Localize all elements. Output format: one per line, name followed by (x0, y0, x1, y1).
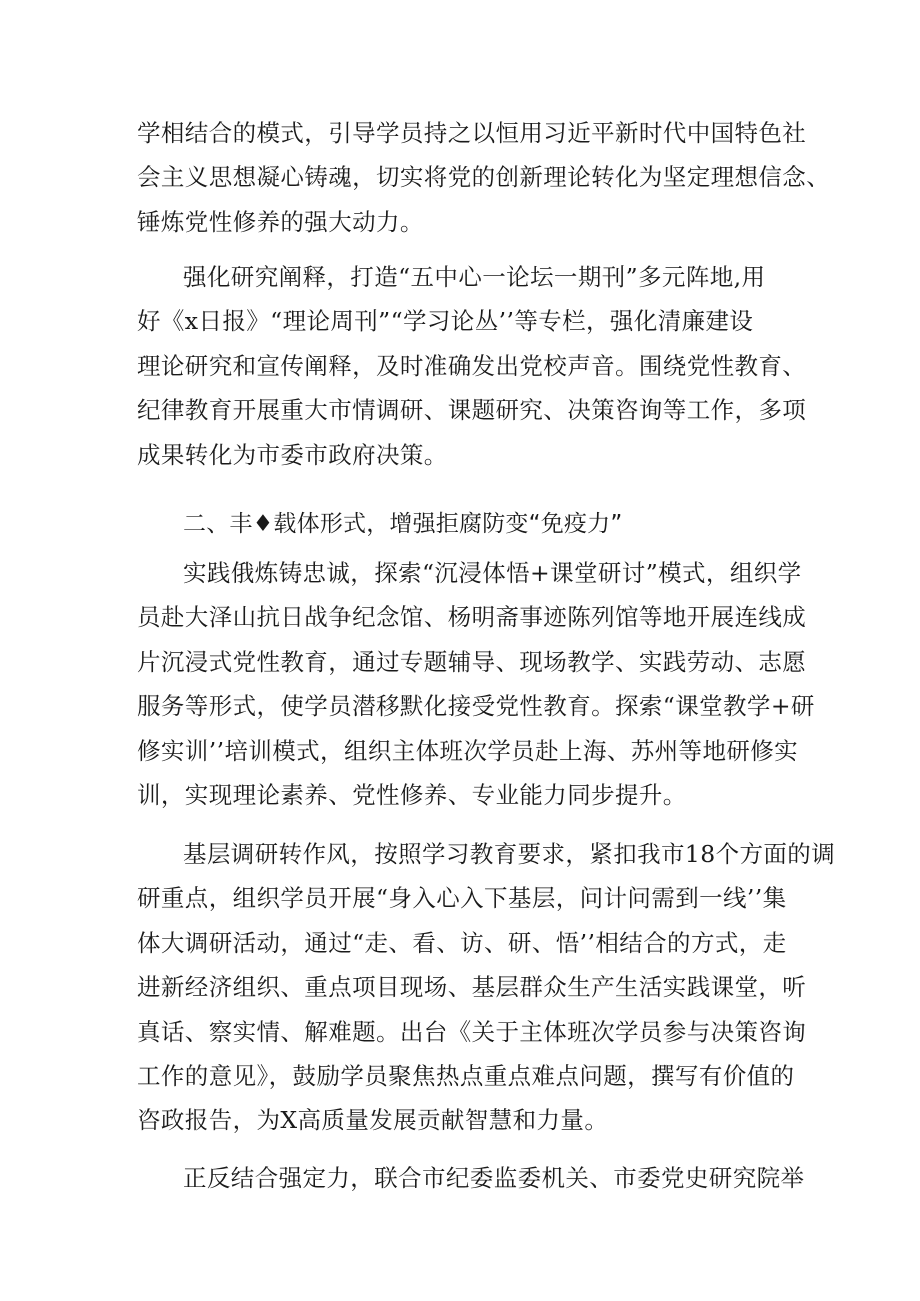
text-line: 正反结合强定力，联合市纪委监委机关、市委党史研究院举 (183, 1164, 805, 1192)
paragraph-1 (137, 111, 831, 244)
text-line: 学相结合的模式，引导学员持之以恒用习近平新时代中国特色社 (137, 119, 807, 147)
paragraph-5 (137, 1156, 805, 1200)
text-line: 会主义思想凝心铸魂，切实将党的创新理论转化为坚定理想信念、 (137, 163, 831, 192)
text-line: 员赴大泽山抗日战争纪念馆、杨明斋事迹陈列馆等地开展连线成 (137, 603, 807, 632)
text-line: 基层调研转作风，按照学习教育要求，紧扣我市18个方面的调 (183, 840, 836, 868)
paragraph-4 (137, 832, 836, 1143)
text-line: 好《x日报》“理论周刊”“学习论丛’’等专栏，强化清廉建设 (137, 307, 754, 336)
text-line: 片沉浸式党性教育，通过专题辅导、现场教学、实践劳动、志愿 (137, 647, 807, 676)
text-line: 咨政报告，为X高质量发展贡献智慧和力量。 (137, 1106, 609, 1135)
text-line: 强化研究阐释，打造“五中心一论坛一期刊”多元阵地,用 (183, 263, 766, 291)
text-line: 理论研究和宣传阐释，及时准确发出党校声音。围绕党性教育、 (137, 351, 807, 380)
text-line: 实践俄炼铸忠诚，探索“沉浸体悟+课堂研讨”模式，组织学 (183, 559, 802, 587)
text-line: 成果转化为市委市政府决策。 (137, 440, 448, 469)
paragraph-2 (137, 255, 807, 477)
text-line: 工作的意见》，鼓励学员聚焦热点重点难点问题，撰写有价值的 (137, 1062, 795, 1091)
text-line: 修实训’’培训模式，组织主体班次学员赴上海、苏州等地研修实 (137, 736, 799, 765)
text-line: 体大调研活动，通过“走、看、访、研、悟’’相结合的方式，走 (137, 928, 787, 957)
text-line: 训，实现理论素养、党性修养、专业能力同步提升。 (137, 781, 687, 810)
text-line: 锤炼党性修养的强大动力。 (137, 207, 424, 236)
text-line: 服务等形式，使学员潜移默化接受党性教育。探索“课堂教学+研 (137, 692, 815, 721)
text-line: 进新经济组织、重点项目现场、基层群众生产生活实践课堂，听 (137, 973, 807, 1002)
paragraph-3 (137, 551, 815, 817)
text-line: 纪律教育开展重大市情调研、课题研究、决策咨询等工作，多项 (137, 396, 807, 425)
text-line: 研重点，组织学员开展“身入心入下基层，问计问需到一线’’集 (137, 884, 787, 913)
section-heading: 二、丰♦载体形式，增强拒腐防变“免疫力” (183, 511, 623, 537)
text-line: 真话、察实情、解难题。出台《关于主体班次学员参与决策咨询 (137, 1017, 807, 1046)
